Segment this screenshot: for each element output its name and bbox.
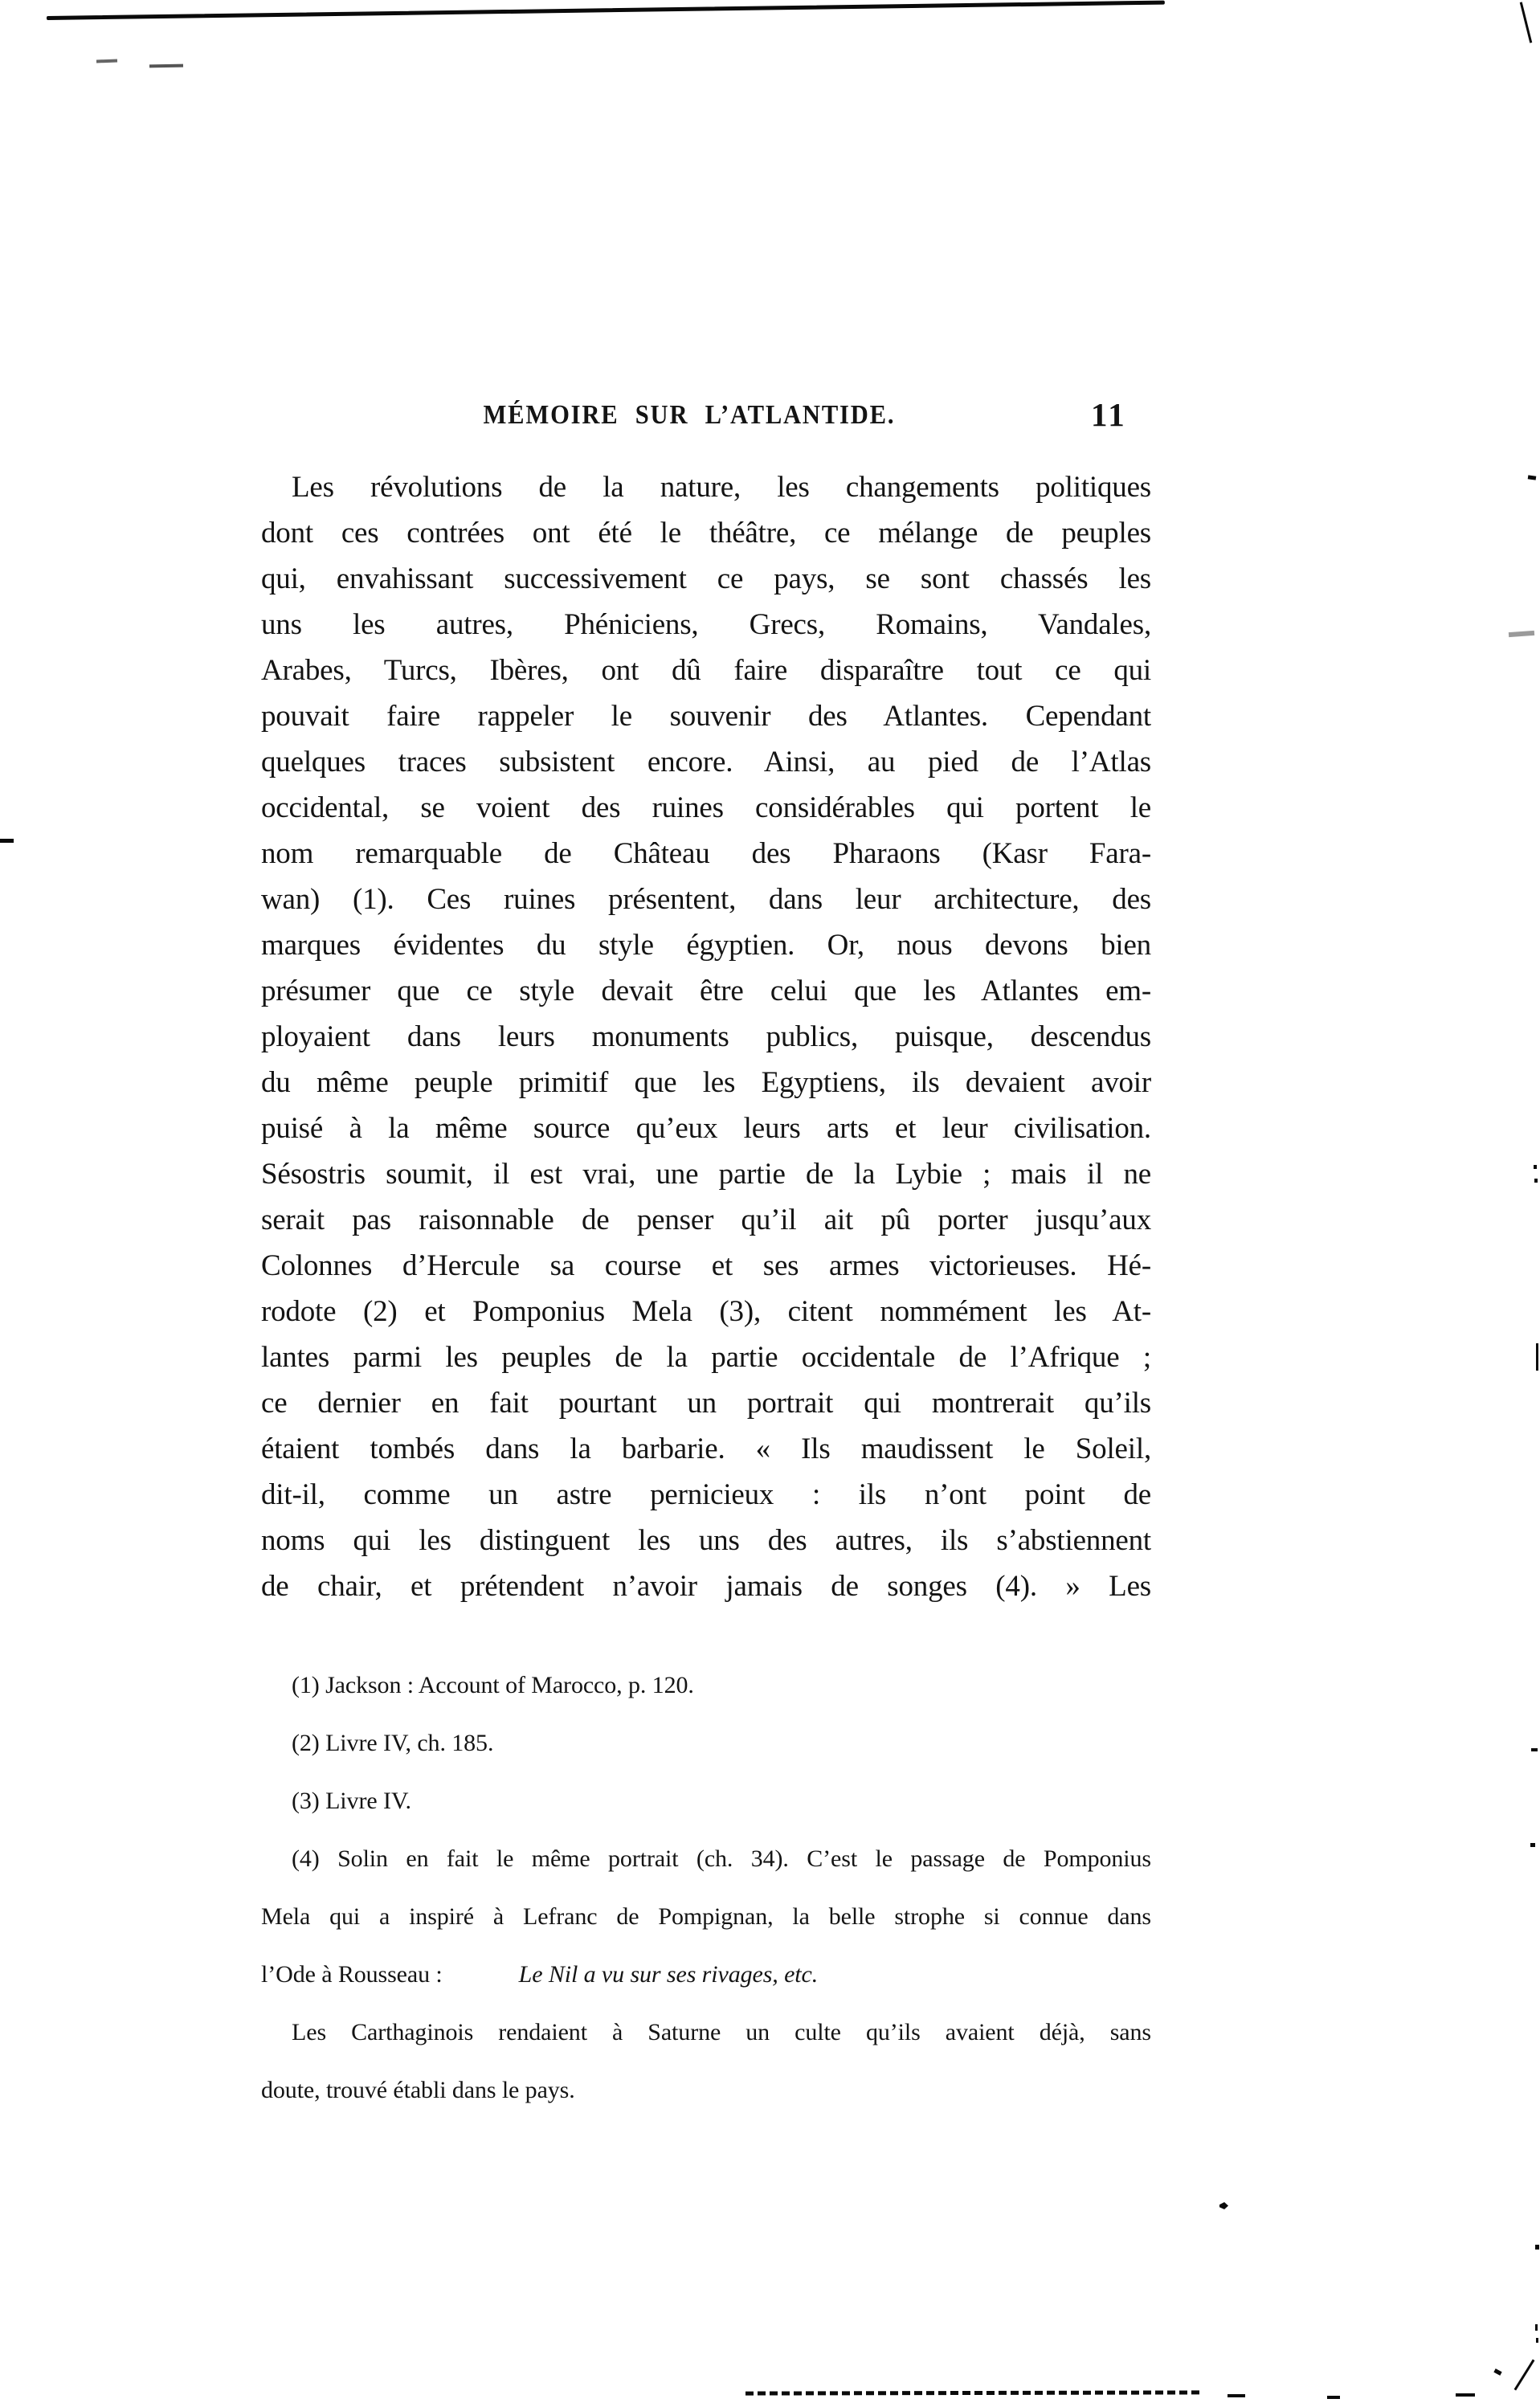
footnote-line (261, 1657, 1151, 1714)
body-line: pouvait faire rappeler le souvenir des Atlantes. Cependant (261, 700, 1151, 733)
scan-edge-mark (1536, 1343, 1538, 1371)
text-span: (2) Livre IV, ch. 185. (292, 1730, 494, 1756)
text-span: doute, trouvé établi dans le pays. (261, 2077, 575, 2103)
footnote-line (261, 1772, 1151, 1830)
scan-top-edge-line (47, 1, 1165, 20)
body-line: présumer que ce style devait être celui que les Atlantes em- (261, 975, 1151, 1007)
page-number: 11 (1091, 396, 1127, 433)
scan-speck (1536, 2338, 1538, 2343)
scan-speck (1535, 2324, 1538, 2331)
text-span: (1) Jackson : Account of Marocco, p. 120. (292, 1672, 694, 1698)
body-paragraph (261, 464, 1151, 1609)
scan-speck (1528, 475, 1537, 480)
body-line: marques évidentes du style égyptien. Or, nous devons bien (261, 929, 1151, 962)
scan-corner-tick (1520, 2, 1532, 43)
body-line: ployaient dans leurs monuments publics, puisque, descendus (261, 1020, 1151, 1053)
body-line: nom remarquable de Château des Pharaons (Kasr Fara- (261, 837, 1151, 870)
running-title: MÉMOIRE SUR L’ATLANTIDE. (483, 400, 896, 430)
footnote-line (261, 1888, 1151, 1946)
footnote-line (261, 2062, 1151, 2119)
text-span: (3) Livre IV. (292, 1788, 411, 1814)
footnote-line (261, 2004, 1151, 2062)
body-line: étaient tombés dans la barbarie. « Ils maudissent le Soleil, (261, 1432, 1151, 1465)
body-line: noms qui les distinguent les uns des autres, ils s’abstiennent (261, 1524, 1151, 1557)
ink-speck (1219, 2202, 1228, 2209)
body-line: rodote (2) et Pomponius Mela (3), citent nommément les At- (261, 1295, 1151, 1328)
body-line: qui, envahissant successivement ce pays, se sont chassés les (261, 562, 1151, 595)
body-line: Sésostris soumit, il est vrai, une partie de la Lybie ; mais il ne (261, 1158, 1151, 1191)
text-span: Les Carthaginois rendaient à Saturne un culte qu’ils avaient déjà, sans (292, 2019, 1151, 2045)
text-span: Mela qui a inspiré à Lefranc de Pompignan, la belle strophe si connue dans (261, 1903, 1151, 1930)
body-line: serait pas raisonnable de penser qu’il ait pû porter jusqu’aux (261, 1204, 1151, 1236)
footnote-italic-citation: Le Nil a vu sur ses rivages, etc. (518, 1961, 819, 1988)
body-line: dont ces contrées ont été le théâtre, ce mélange de peuples (261, 517, 1151, 550)
body-line: dit-il, comme un astre pernicieux : ils n’ont point de (261, 1478, 1151, 1511)
footnotes-block (261, 1657, 1151, 2119)
footnote-line (261, 1946, 1151, 2004)
body-line: wan) (1). Ces ruines présentent, dans leur architecture, des (261, 883, 1151, 916)
page-header (243, 400, 1135, 431)
body-line: puisé à la même source qu’eux leurs arts et leur civilisation. (261, 1112, 1151, 1145)
body-line: de chair, et prétendent n’avoir jamais de songes (4). » Les (261, 1570, 1151, 1603)
footnote-line (261, 1830, 1151, 1888)
footnote-line (261, 1714, 1151, 1772)
body-line: ce dernier en fait pourtant un portrait qui montrerait qu’ils (261, 1387, 1151, 1420)
scan-speck (1535, 2245, 1539, 2250)
scan-corner-mark (1514, 2360, 1535, 2391)
body-line: du même peuple primitif que les Egyptiens, ils devaient avoir (261, 1066, 1151, 1099)
scan-speck (1534, 1179, 1538, 1183)
scan-speck (1456, 2393, 1475, 2397)
scan-speck (1228, 2394, 1245, 2397)
scan-speck (1534, 1165, 1537, 1169)
scan-speck (96, 59, 117, 63)
body-line: uns les autres, Phéniciens, Grecs, Romains, Vandales, (261, 608, 1151, 641)
text-span: (4) Solin en fait le même portrait (ch. 34). C’est le passage de Pomponius (292, 1845, 1151, 1872)
text-span: l’Ode à Rousseau : (261, 1961, 443, 1988)
scan-speck (149, 64, 183, 68)
body-line: Les révolutions de la nature, les changements politiques (292, 471, 1151, 504)
scan-speck (1530, 1843, 1535, 1847)
scan-speck (1327, 2396, 1340, 2399)
scan-edge-mark (0, 839, 14, 843)
scan-speck (1531, 1748, 1538, 1751)
scan-smudge (1509, 631, 1534, 637)
body-line: Colonnes d’Hercule sa course et ses armes victorieuses. Hé- (261, 1249, 1151, 1282)
body-line: Arabes, Turcs, Ibères, ont dû faire disparaître tout ce qui (261, 654, 1151, 687)
scan-bottom-dashed-edge (745, 2390, 1199, 2395)
body-line: lantes parmi les peuples de la partie occidentale de l’Afrique ; (261, 1341, 1151, 1374)
scan-corner-mark (1493, 2368, 1501, 2376)
body-line: quelques traces subsistent encore. Ainsi, au pied de l’Atlas (261, 746, 1151, 778)
body-line: occidental, se voient des ruines considérables qui portent le (261, 791, 1151, 824)
